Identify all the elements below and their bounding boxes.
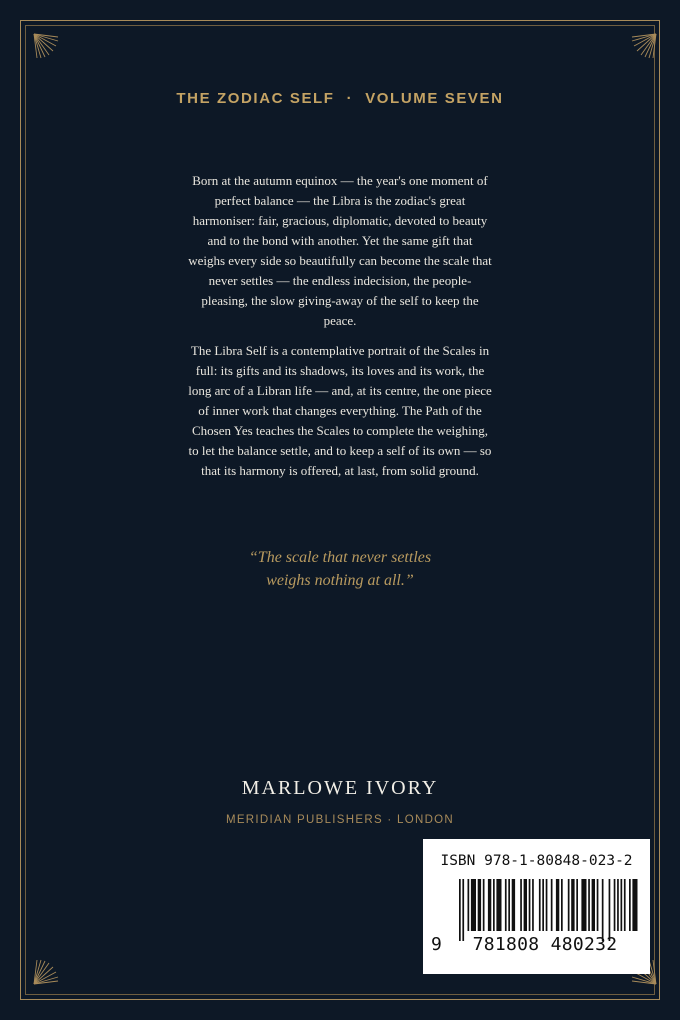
barcode-bars — [431, 879, 642, 941]
quote-line-1: “The scale that never settles — [248, 549, 432, 566]
back-cover-blurb — [188, 171, 492, 491]
barcode-digits: 781808 480232 — [472, 934, 618, 955]
blurb-paragraph-2: The Libra Self is a contemplative portrait of the Scales in full: its gifts and its shadows, its loves and its work, the long arc of a Libran life — and, at its centre, the one piece of inner work that changes everything. The Path of the Chosen Yes teaches the Scales to complete the weighing, to let the balance settle, and to keep a self of its own — so that its harmony is offered, at last, from solid ground. — [188, 343, 492, 478]
quote-line-2: weighs nothing at all.” — [266, 572, 414, 589]
barcode-lead-digit: 9 — [431, 934, 442, 955]
publisher-imprint: MERIDIAN PUBLISHERS · LONDON — [225, 814, 455, 826]
author-name: MARLOWE IVORY — [241, 777, 439, 799]
isbn-label: ISBN 978-1-80848-023-2 — [440, 853, 633, 869]
blurb-paragraph-1: Born at the autumn equinox — the year's one moment of perfect balance — the Libra is the zodiac's great harmoniser: fair, gracious, diplomatic, devoted to beauty and to the bond with another. Yet the same gift that weighs every side so beautifully can become the scale that never settles — the endless indecision, the people-pleasing, the slow giving-away of the self to keep the peace. — [188, 173, 492, 328]
corner-fan-ornament-icon — [631, 33, 657, 59]
series-separator: · — [346, 90, 354, 107]
corner-fan-ornament-icon — [33, 33, 59, 59]
isbn-barcode-box — [423, 839, 650, 974]
series-name: THE ZODIAC SELF — [176, 90, 335, 107]
series-volume: VOLUME SEVEN — [365, 90, 504, 107]
pull-quote — [0, 546, 680, 592]
corner-fan-ornament-icon — [33, 959, 59, 985]
series-title — [0, 90, 680, 107]
